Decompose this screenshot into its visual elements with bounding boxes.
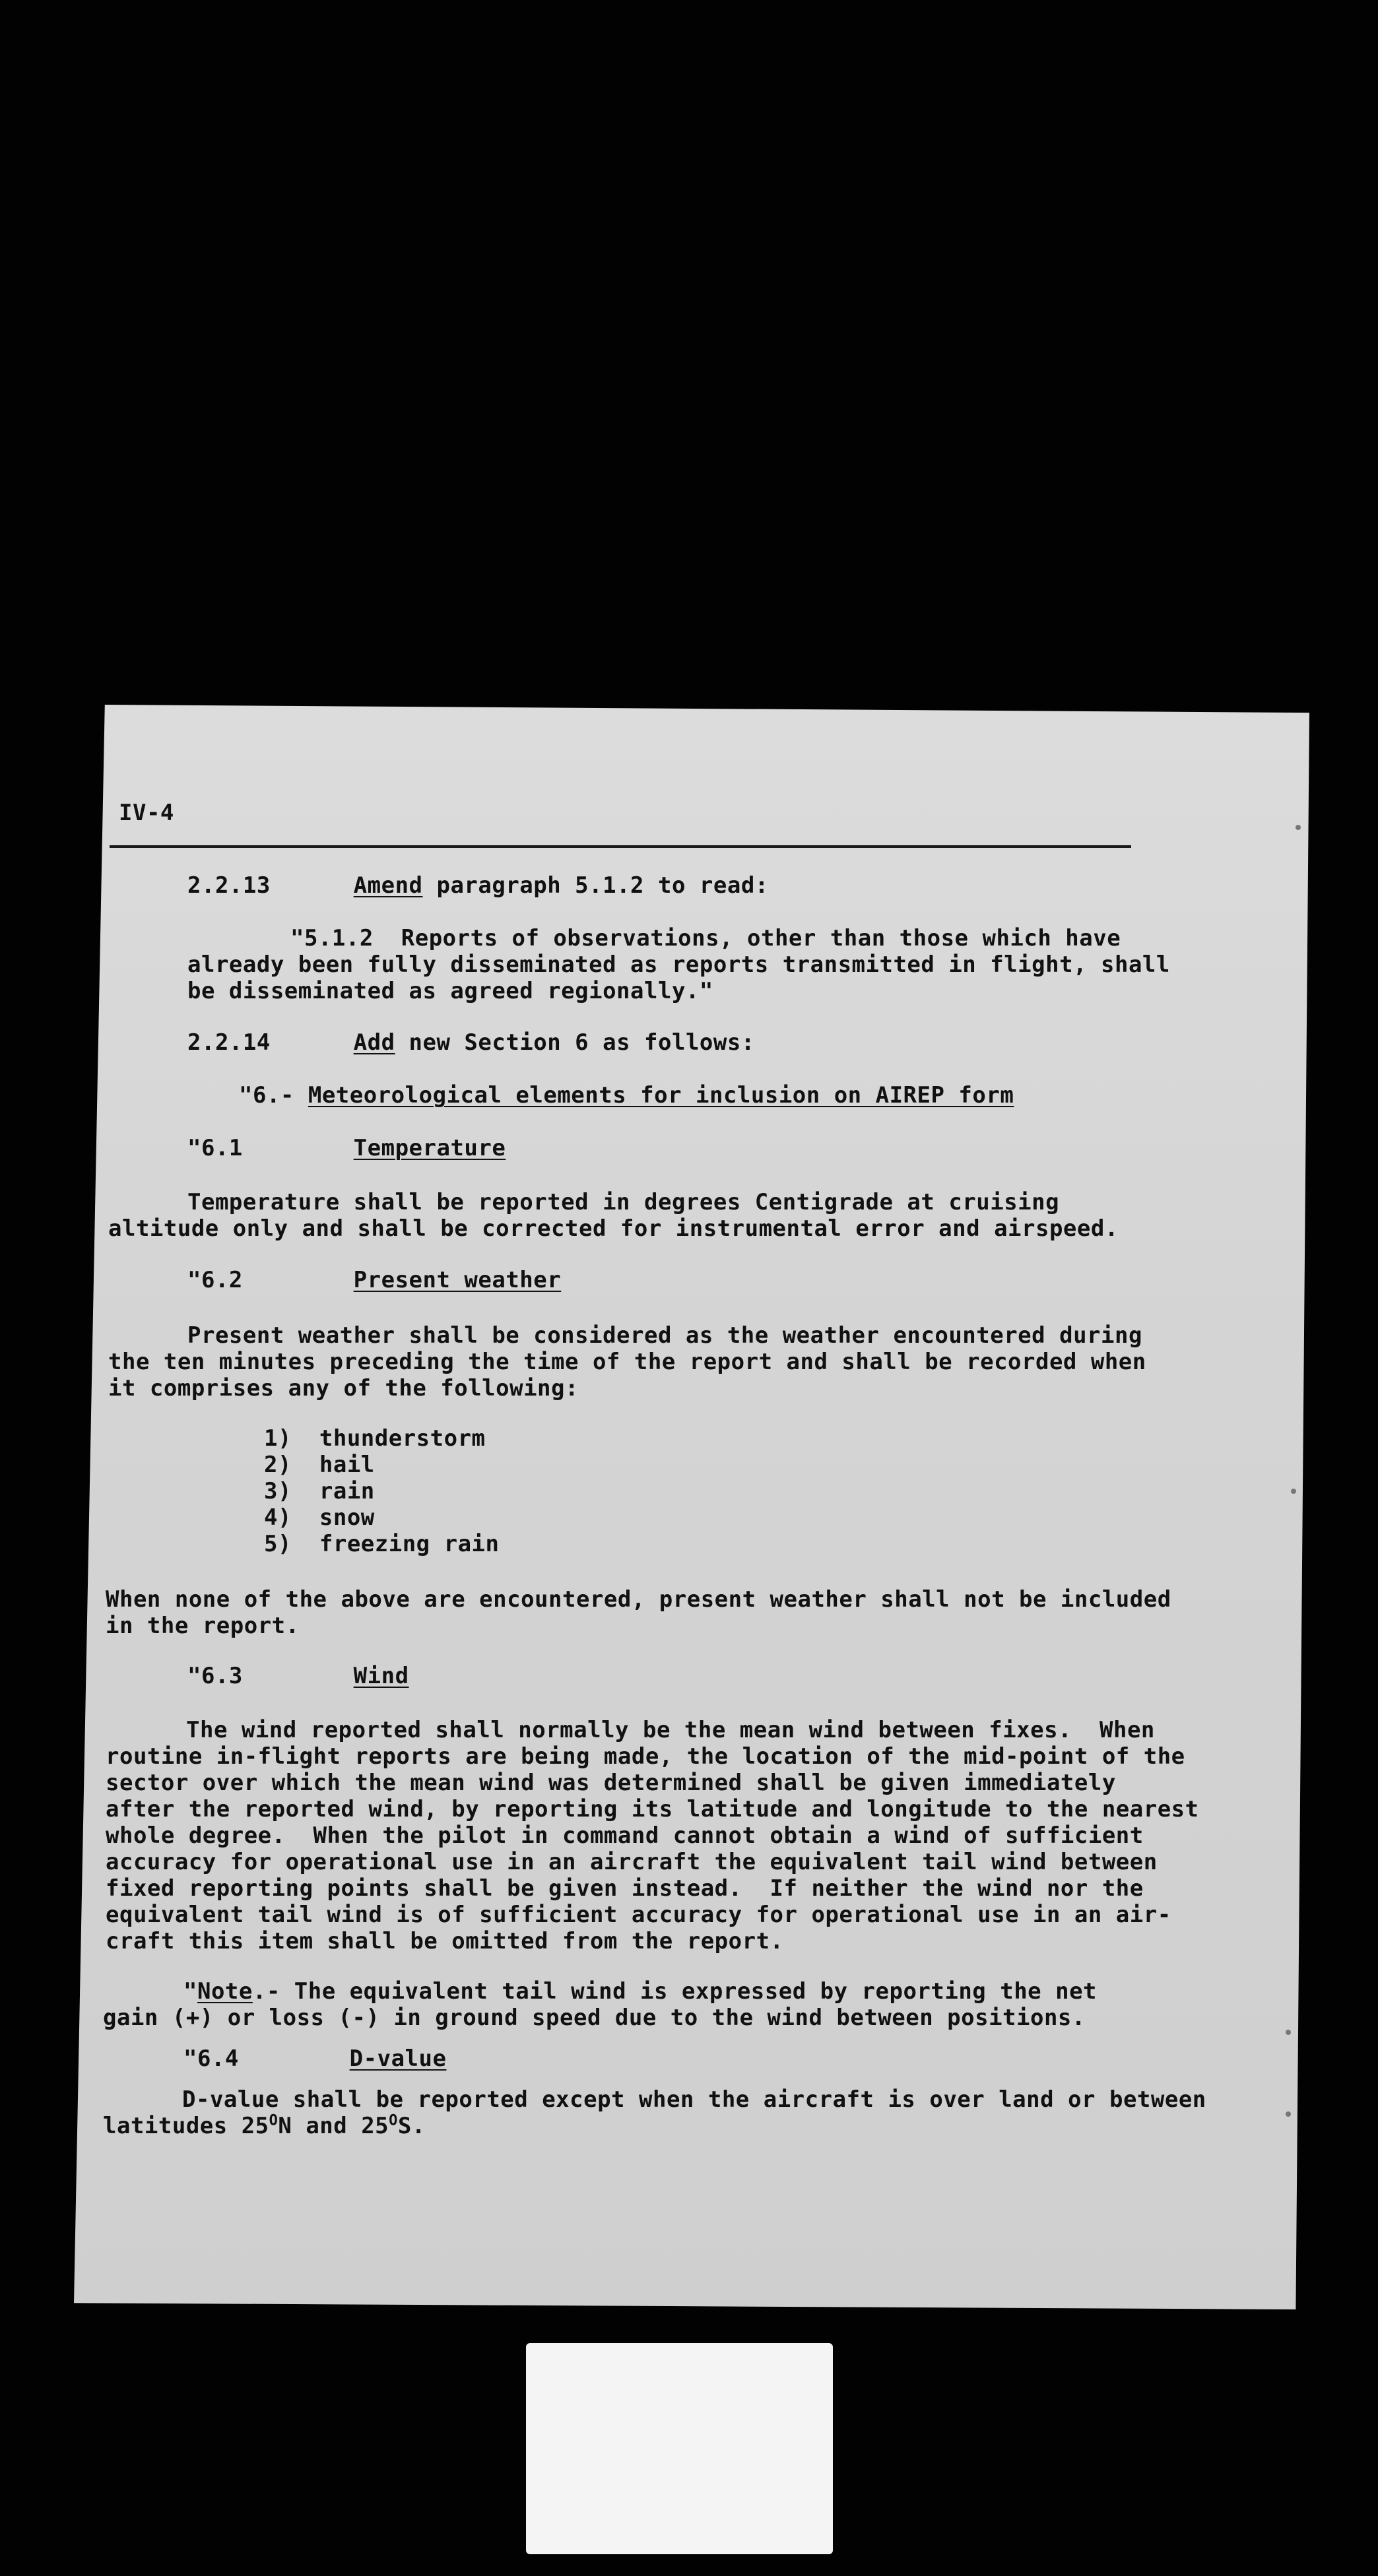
margin-speck [1291,1489,1296,1494]
present-weather-after-line-1: When none of the above are encountered, present weather shall not be included [106,1586,1171,1613]
section-number: "6.4 [183,2045,239,2072]
section-2-2-14-heading [187,1029,755,1056]
margin-speck [1286,2111,1291,2117]
section-6-2-heading [187,1267,561,1293]
wind-line-1: The wind reported shall normally be the mean wind between fixes. When [186,1717,1155,1743]
weather-list-item: 3) rain [264,1478,375,1504]
section-number: "6.2 [187,1267,243,1293]
temperature-line-2: altitude only and shall be corrected for instrumental error and airspeed. [108,1215,1119,1242]
section-title: Present weather [353,1267,562,1293]
label-tab [526,2343,833,2554]
dvalue-line-2 [103,2113,426,2139]
note-text: .- The equivalent tail wind is expressed by reporting the net [252,1978,1098,2005]
wind-line-5: whole degree. When the pilot in command cannot obtain a wind of sufficient [106,1822,1144,1849]
present-weather-after-line-2: in the report. [106,1613,300,1639]
section-6-title: Meteorological elements for inclusion on AIREP form [308,1082,1014,1109]
wind-note-line-2: gain (+) or loss (-) in ground speed due to the wind between positions. [103,2005,1086,2031]
wind-line-7: fixed reporting points shall be given instead. If neither the wind nor the [106,1875,1144,1902]
section-heading-rest: paragraph 5.1.2 to read: [422,872,769,899]
header-rule [110,845,1131,848]
section-title: Wind [353,1663,409,1689]
dvalue-text-b: N and 25 [278,2113,389,2139]
section-verb: Amend [353,872,423,899]
temperature-line-1: Temperature shall be reported in degrees Centigrade at cruising [187,1189,1060,1215]
weather-list-item: 4) snow [264,1504,375,1531]
margin-speck [1296,825,1301,830]
note-quote: " [183,1978,197,2005]
note-label: Note [197,1978,253,2005]
section-number: 2.2.13 [187,872,271,899]
weather-list-item: 1) thunderstorm [264,1425,486,1452]
quote-line-3: be disseminated as agreed regionally." [187,978,713,1004]
margin-speck [1286,2030,1291,2035]
section-2-2-13-heading [187,872,769,899]
page-label: IV-4 [119,800,174,826]
section-number: "6.3 [187,1663,243,1689]
present-weather-line-1: Present weather shall be considered as the weather encountered during [187,1322,1142,1349]
wind-line-3: sector over which the mean wind was determined shall be given immediately [106,1770,1116,1796]
section-6-3-heading [187,1663,409,1689]
degree-mark: O [389,2112,398,2129]
section-title: Temperature [353,1135,506,1161]
quote-line-2: already been fully disseminated as reports transmitted in flight, shall [187,951,1170,978]
section-verb: Add [353,1029,395,1056]
present-weather-line-3: it comprises any of the following: [108,1375,579,1401]
wind-line-9: craft this item shall be omitted from the report. [106,1928,784,1954]
wind-line-6: accuracy for operational use in an aircraft the equivalent tail wind between [106,1849,1158,1875]
dvalue-text-c: S. [397,2113,426,2139]
section-6-prefix: "6.- [239,1082,308,1109]
section-heading-rest: new Section 6 as follows: [395,1029,755,1056]
section-number: "6.1 [187,1135,243,1161]
wind-line-2: routine in-flight reports are being made, the location of the mid-point of the [106,1743,1185,1770]
weather-list-item: 2) hail [264,1452,375,1478]
wind-note-line-1 [183,1978,1097,2005]
dvalue-line-1: D-value shall be reported except when the aircraft is over land or between [182,2086,1206,2113]
section-title: D-value [349,2045,447,2072]
dvalue-text-a: latitudes 25 [103,2113,269,2139]
weather-list-item: 5) freezing rain [264,1531,500,1557]
quote-line-1: "5.1.2 Reports of observations, other than those which have [290,925,1121,951]
section-number: 2.2.14 [187,1029,271,1056]
section-6-4-heading [183,2045,446,2072]
degree-mark: O [269,2112,279,2129]
section-6-1-heading [187,1135,506,1161]
present-weather-line-2: the ten minutes preceding the time of the report and shall be recorded when [108,1349,1146,1375]
section-6-heading [239,1082,1014,1109]
wind-line-8: equivalent tail wind is of sufficient accuracy for operational use in an air- [106,1902,1171,1928]
wind-line-4: after the reported wind, by reporting its latitude and longitude to the nearest [106,1796,1199,1822]
